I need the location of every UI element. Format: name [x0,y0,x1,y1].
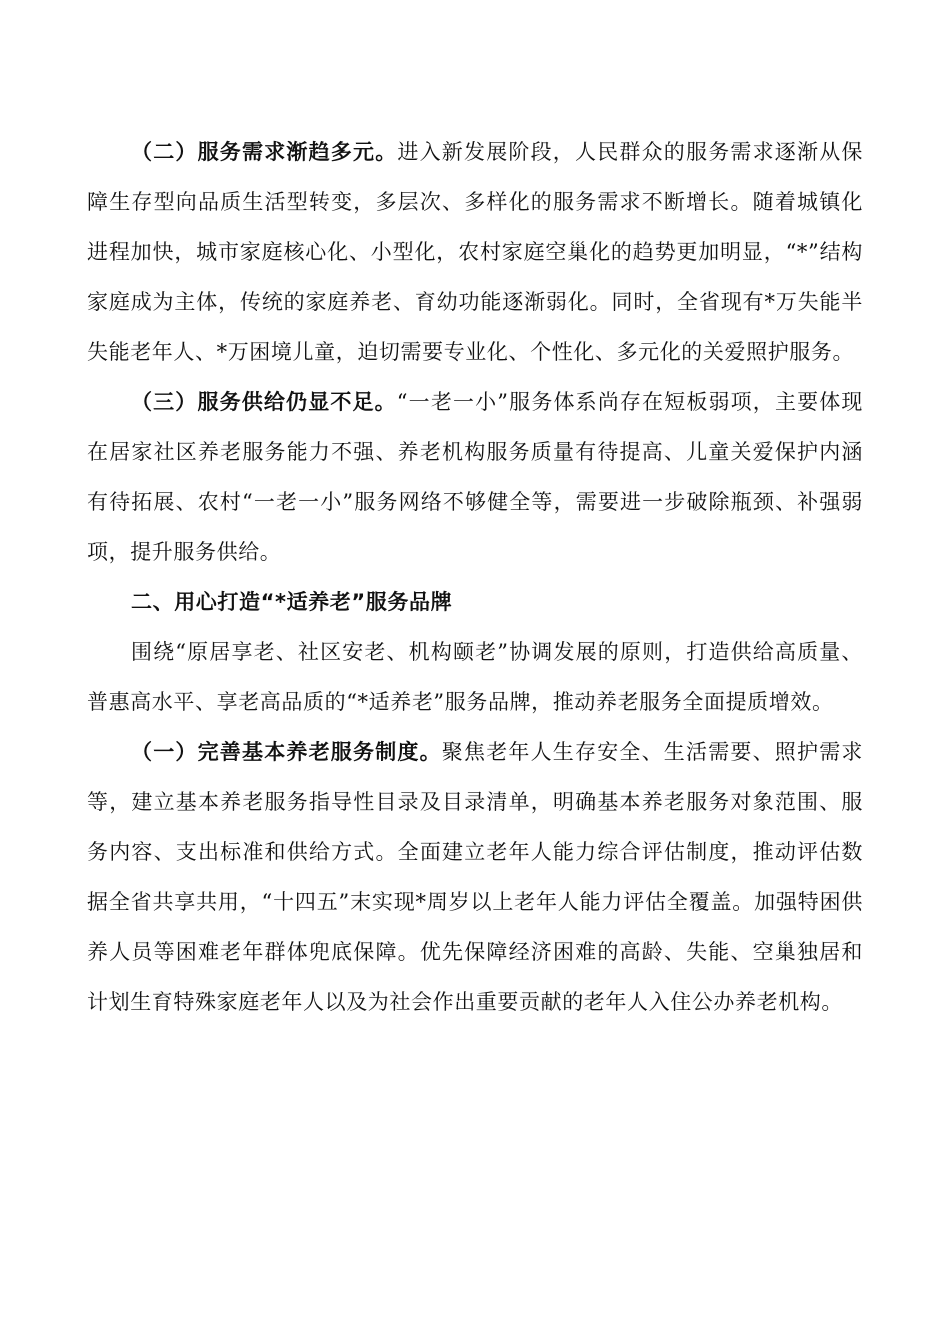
paragraph-lead: （一）完善基本养老服务制度。 [131,739,442,764]
paragraph-basic-system [87,727,863,1027]
paragraph-principle [87,627,863,727]
paragraph-text: 围绕“原居享老、社区安老、机构颐老”协调发展的原则，打造供给高质量、普惠高水平、享老高品质的“*适养老”服务品牌，推动养老服务全面提质增效。 [87,640,863,714]
document-body [87,127,863,1027]
paragraph-text: 聚焦老年人生存安全、生活需要、照护需求等，建立基本养老服务指导性目录及目录清单，明确基本养老服务对象范围、服务内容、支出标准和供给方式。全面建立老年人能力综合评估制度，推动评估数据全省共享共用，“十四五”末实现*周岁以上老年人能力评估全覆盖。加强特困供养人员等困难老年群体兜底保障。优先保障经济困难的高龄、失能、空巢独居和计划生育特殊家庭老年人以及为社会作出重要贡献的老年人入住公办养老机构。 [87,740,863,1014]
paragraph-text: “一老一小”服务体系尚存在短板弱项，主要体现在居家社区养老服务能力不强、养老机构服务质量有待提高、儿童关爱保护内涵有待拓展、农村“一老一小”服务网络不够健全等，需要进一步破除瓶颈、补强弱项，提升服务供给。 [87,390,864,564]
paragraph-lead: （三）服务供给仍显不足。 [131,389,397,414]
paragraph-service-demand [87,127,863,377]
section-heading: 二、用心打造“*适养老”服务品牌 [131,590,453,614]
paragraph-lead: （二）服务需求渐趋多元。 [131,139,398,164]
paragraph-text: 进入新发展阶段，人民群众的服务需求逐渐从保障生存型向品质生活型转变，多层次、多样化的服务需求不断增长。随着城镇化进程加快，城市家庭核心化、小型化，农村家庭空巢化的趋势更加明显，“*”结构家庭成为主体，传统的家庭养老、育幼功能逐渐弱化。同时，全省现有*万失能半失能老年人、*万困境儿童，迫切需要专业化、个性化、多元化的关爱照护服务。 [87,140,863,364]
paragraph-service-supply [87,377,863,577]
